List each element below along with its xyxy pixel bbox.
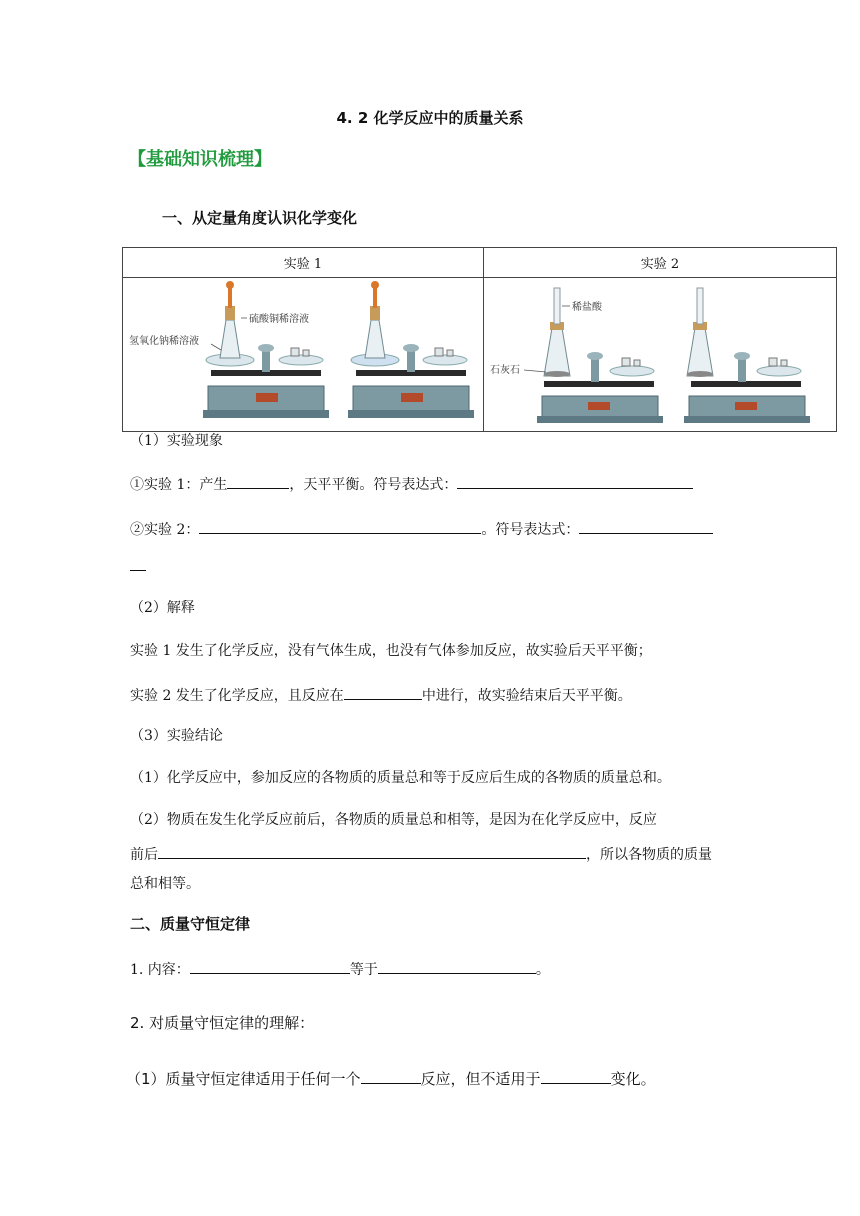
exp1-prefix: ①实验 1：产生	[130, 477, 228, 493]
exp1-blank-equation[interactable]	[457, 472, 693, 489]
exp2-prefix: ②实验 2：	[130, 522, 200, 538]
part2-heading: 二、质量守恒定律	[130, 915, 251, 933]
label-limestone: 石灰石	[490, 365, 520, 376]
explain-line-1: 实验 1 发生了化学反应，没有气体生成，也没有气体参加反应，故实验后天平平衡；	[130, 643, 652, 659]
exp1-phenomenon-line	[130, 472, 693, 494]
balance-right	[348, 281, 474, 418]
item1-prefix: （1）质量守恒定律适用于任何一个	[126, 1070, 361, 1088]
exp2-blank-equation[interactable]	[579, 517, 713, 534]
item1-mid: 反应，但不适用于	[420, 1070, 541, 1088]
phenomenon-title: （1）实验现象	[130, 433, 223, 449]
exp2-figure-cell	[484, 278, 837, 432]
exp2-phenomenon-line	[130, 517, 713, 539]
explain-title: （2）解释	[130, 600, 195, 616]
part1-heading: 一、从定量角度认识化学变化	[162, 209, 358, 227]
law-content-blank-1[interactable]	[190, 957, 350, 974]
conclusion2-blank[interactable]	[158, 842, 586, 859]
explain2-blank[interactable]	[344, 683, 422, 700]
law-content-prefix: 1. 内容：	[130, 962, 190, 978]
item1-blank-2[interactable]	[541, 1067, 611, 1084]
exp1-figure-cell	[123, 278, 484, 432]
exp1-header: 实验 1	[123, 248, 484, 278]
exp1-blank-observation[interactable]	[227, 472, 289, 489]
experiment-table	[122, 247, 837, 432]
conclusion-line-2: （2）物质在发生化学反应前后，各物质的质量总和相等，是因为在化学反应中，反应	[130, 812, 657, 828]
balance-left	[203, 281, 329, 418]
exp2-header: 实验 2	[484, 248, 837, 278]
conclusion2-suffix: ，所以各物质的质量	[586, 847, 712, 863]
label-sodium-hydroxide: 氢氧化钠稀溶液	[129, 336, 199, 347]
law-understanding-title: 2. 对质量守恒定律的理解：	[130, 1014, 315, 1032]
explain2-prefix: 实验 2 发生了化学反应，且反应在	[130, 688, 344, 704]
explain2-suffix: 中进行，故实验结束后天平平衡。	[421, 688, 632, 704]
law-content-line	[130, 957, 550, 979]
conclusion-line-4: 总和相等。	[130, 876, 200, 892]
explain-line-2	[130, 683, 632, 705]
conclusion-line-3	[130, 842, 712, 864]
law-content-blank-2[interactable]	[378, 957, 536, 974]
law-content-suffix: 。	[535, 962, 550, 978]
conclusion-title: （3）实验结论	[130, 728, 223, 744]
exp1-balance-figure	[123, 278, 483, 427]
exp2-blank-equation-continued[interactable]	[130, 556, 146, 571]
item1-suffix: 变化。	[610, 1070, 656, 1088]
exp2-blank-observation[interactable]	[199, 517, 481, 534]
exp2-balance-figure	[484, 278, 836, 427]
conclusion2-prefix: 前后	[130, 847, 158, 863]
exp1-mid: ，天平平衡。符号表达式：	[289, 477, 458, 493]
label-hydrochloric-acid: 稀盐酸	[572, 302, 602, 313]
section-heading: 【基础知识梳理】	[128, 149, 272, 170]
label-copper-sulfate: 硫酸铜稀溶液	[249, 314, 309, 325]
conclusion-line-1: （1）化学反应中，参加反应的各物质的质量总和等于反应后生成的各物质的质量总和。	[130, 770, 671, 786]
item1-blank-1[interactable]	[361, 1067, 421, 1084]
exp2-mid: 。符号表达式：	[481, 522, 580, 538]
law-content-mid: 等于	[349, 962, 378, 978]
page-title: 4. 2 化学反应中的质量关系	[336, 109, 524, 127]
law-item-1	[126, 1067, 656, 1089]
balance-right	[684, 288, 810, 423]
